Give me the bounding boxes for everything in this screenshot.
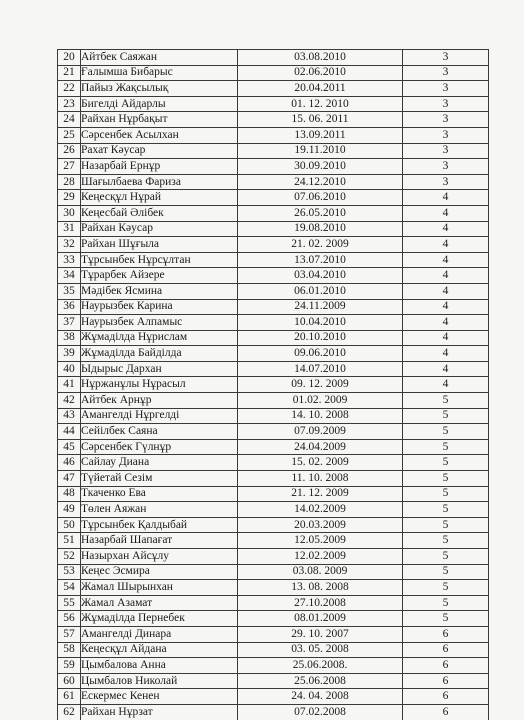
- row-number: 41: [58, 377, 81, 393]
- group-number: 3: [403, 50, 489, 66]
- student-name: Айтбек Арнұр: [81, 393, 238, 409]
- birth-date: 26.05.2010: [238, 205, 403, 221]
- row-number: 58: [58, 642, 81, 658]
- row-number: 35: [58, 283, 81, 299]
- row-number: 30: [58, 205, 81, 221]
- student-name: Ғалымша Бибарыс: [81, 65, 238, 81]
- table-row: [58, 517, 489, 533]
- group-number: 5: [403, 580, 489, 596]
- table-row: [58, 127, 489, 143]
- student-name: Кеңес Эсмира: [81, 564, 238, 580]
- birth-date: 21. 12. 2009: [238, 486, 403, 502]
- group-number: 4: [403, 346, 489, 362]
- birth-date: 24.12.2010: [238, 174, 403, 190]
- table-row: [58, 283, 489, 299]
- row-number: 25: [58, 127, 81, 143]
- group-number: 5: [403, 455, 489, 471]
- row-number: 53: [58, 564, 81, 580]
- birth-date: 24.11.2009: [238, 299, 403, 315]
- row-number: 62: [58, 704, 81, 720]
- row-number: 40: [58, 361, 81, 377]
- birth-date: 12.05.2009: [238, 533, 403, 549]
- row-number: 27: [58, 159, 81, 175]
- table-row: [58, 393, 489, 409]
- birth-date: 01. 12. 2010: [238, 96, 403, 112]
- group-number: 3: [403, 81, 489, 97]
- table-row: [58, 626, 489, 642]
- student-name: Жамал Азамат: [81, 595, 238, 611]
- student-name: Ткаченко Ева: [81, 486, 238, 502]
- birth-date: 14.02.2009: [238, 502, 403, 518]
- table-row: [58, 299, 489, 315]
- student-name: Айтбек Саяжан: [81, 50, 238, 66]
- student-name: Сәрсенбек Асылхан: [81, 127, 238, 143]
- student-name: Цымбалова Анна: [81, 658, 238, 674]
- group-number: 4: [403, 190, 489, 206]
- group-number: 5: [403, 424, 489, 440]
- student-name: Сәрсенбек Гүлнұр: [81, 439, 238, 455]
- student-roster-table: [57, 49, 489, 720]
- table-row: [58, 704, 489, 720]
- group-number: 5: [403, 517, 489, 533]
- student-name: Наурызбек Алпамыс: [81, 315, 238, 331]
- student-name: Ыдырыс Дархан: [81, 361, 238, 377]
- table-row: [58, 159, 489, 175]
- row-number: 42: [58, 393, 81, 409]
- birth-date: 14. 10. 2008: [238, 408, 403, 424]
- group-number: 4: [403, 361, 489, 377]
- row-number: 49: [58, 502, 81, 518]
- student-name: Назырхан Айсұлу: [81, 549, 238, 565]
- student-name: Райхан Нұрбақыт: [81, 112, 238, 128]
- table-row: [58, 673, 489, 689]
- row-number: 38: [58, 330, 81, 346]
- birth-date: 25.06.2008.: [238, 658, 403, 674]
- birth-date: 29. 10. 2007: [238, 626, 403, 642]
- group-number: 5: [403, 502, 489, 518]
- group-number: 5: [403, 564, 489, 580]
- group-number: 6: [403, 658, 489, 674]
- group-number: 3: [403, 159, 489, 175]
- student-name: Төлен Аяжан: [81, 502, 238, 518]
- birth-date: 06.01.2010: [238, 283, 403, 299]
- table-row: [58, 377, 489, 393]
- birth-date: 30.09.2010: [238, 159, 403, 175]
- birth-date: 19.11.2010: [238, 143, 403, 159]
- birth-date: 20.10.2010: [238, 330, 403, 346]
- table-row: [58, 221, 489, 237]
- table-row: [58, 533, 489, 549]
- group-number: 4: [403, 252, 489, 268]
- table-row: [58, 81, 489, 97]
- row-number: 47: [58, 471, 81, 487]
- group-number: 3: [403, 143, 489, 159]
- row-number: 57: [58, 626, 81, 642]
- birth-date: 19.08.2010: [238, 221, 403, 237]
- row-number: 39: [58, 346, 81, 362]
- group-number: 3: [403, 127, 489, 143]
- group-number: 6: [403, 689, 489, 705]
- table-row: [58, 268, 489, 284]
- student-name: Сайлау Диана: [81, 455, 238, 471]
- birth-date: 15. 02. 2009: [238, 455, 403, 471]
- birth-date: 13. 08. 2008: [238, 580, 403, 596]
- birth-date: 13.09.2011: [238, 127, 403, 143]
- table-row: [58, 642, 489, 658]
- table-row: [58, 50, 489, 66]
- row-number: 32: [58, 237, 81, 253]
- group-number: 5: [403, 393, 489, 409]
- row-number: 44: [58, 424, 81, 440]
- birth-date: 12.02.2009: [238, 549, 403, 565]
- group-number: 4: [403, 377, 489, 393]
- row-number: 36: [58, 299, 81, 315]
- table-row: [58, 580, 489, 596]
- row-number: 34: [58, 268, 81, 284]
- group-number: 5: [403, 533, 489, 549]
- row-number: 33: [58, 252, 81, 268]
- group-number: 3: [403, 112, 489, 128]
- student-name: Сейілбек Саяна: [81, 424, 238, 440]
- table-row: [58, 564, 489, 580]
- birth-date: 21. 02. 2009: [238, 237, 403, 253]
- row-number: 54: [58, 580, 81, 596]
- group-number: 6: [403, 673, 489, 689]
- student-name: Рахат Кәусар: [81, 143, 238, 159]
- group-number: 4: [403, 283, 489, 299]
- student-name: Кеңесқұл Айдана: [81, 642, 238, 658]
- birth-date: 03.08. 2009: [238, 564, 403, 580]
- student-name: Нұржанұлы Нұрасыл: [81, 377, 238, 393]
- table-row: [58, 658, 489, 674]
- row-number: 48: [58, 486, 81, 502]
- student-name: Кеңесбай Әлібек: [81, 205, 238, 221]
- birth-date: 20.04.2011: [238, 81, 403, 97]
- birth-date: 03.04.2010: [238, 268, 403, 284]
- row-number: 56: [58, 611, 81, 627]
- student-name: Цымбалов Николай: [81, 673, 238, 689]
- birth-date: 15. 06. 2011: [238, 112, 403, 128]
- birth-date: 20.03.2009: [238, 517, 403, 533]
- student-name: Түйетай Сезім: [81, 471, 238, 487]
- birth-date: 07.02.2008: [238, 704, 403, 720]
- table-row: [58, 143, 489, 159]
- row-number: 22: [58, 81, 81, 97]
- student-name: Пайыз Жақсылық: [81, 81, 238, 97]
- group-number: 5: [403, 486, 489, 502]
- student-name: Жамал Шырынхан: [81, 580, 238, 596]
- student-name: Наурызбек Карина: [81, 299, 238, 315]
- birth-date: 10.04.2010: [238, 315, 403, 331]
- row-number: 31: [58, 221, 81, 237]
- student-name: Райхан Шұғыла: [81, 237, 238, 253]
- table-row: [58, 611, 489, 627]
- row-number: 46: [58, 455, 81, 471]
- group-number: 6: [403, 626, 489, 642]
- group-number: 5: [403, 439, 489, 455]
- birth-date: 14.07.2010: [238, 361, 403, 377]
- group-number: 3: [403, 174, 489, 190]
- table-row: [58, 595, 489, 611]
- row-number: 43: [58, 408, 81, 424]
- row-number: 45: [58, 439, 81, 455]
- student-name: Мәдібек Ясмина: [81, 283, 238, 299]
- table-row: [58, 65, 489, 81]
- row-number: 24: [58, 112, 81, 128]
- birth-date: 08.01.2009: [238, 611, 403, 627]
- birth-date: 09. 12. 2009: [238, 377, 403, 393]
- group-number: 5: [403, 408, 489, 424]
- group-number: 4: [403, 205, 489, 221]
- student-name: Райхан Нұрзат: [81, 704, 238, 720]
- student-name: Кеңесқұл Нұрай: [81, 190, 238, 206]
- birth-date: 03.08.2010: [238, 50, 403, 66]
- table-row: [58, 471, 489, 487]
- student-name: Тұрсынбек Нұрсұлтан: [81, 252, 238, 268]
- birth-date: 13.07.2010: [238, 252, 403, 268]
- group-number: 4: [403, 221, 489, 237]
- student-name: Шағылбаева Фариза: [81, 174, 238, 190]
- student-name: Жұмаділда Пернебек: [81, 611, 238, 627]
- table-row: [58, 408, 489, 424]
- row-number: 23: [58, 96, 81, 112]
- student-name: Бигелді Айдарлы: [81, 96, 238, 112]
- roster-table-body: [58, 50, 489, 720]
- group-number: 3: [403, 96, 489, 112]
- birth-date: 01.02. 2009: [238, 393, 403, 409]
- group-number: 4: [403, 330, 489, 346]
- table-row: [58, 205, 489, 221]
- table-row: [58, 346, 489, 362]
- birth-date: 24. 04. 2008: [238, 689, 403, 705]
- row-number: 21: [58, 65, 81, 81]
- student-name: Ескермес Кенен: [81, 689, 238, 705]
- row-number: 60: [58, 673, 81, 689]
- student-name: Жұмаділда Нұрислам: [81, 330, 238, 346]
- row-number: 59: [58, 658, 81, 674]
- table-row: [58, 455, 489, 471]
- row-number: 26: [58, 143, 81, 159]
- table-row: [58, 237, 489, 253]
- group-number: 5: [403, 595, 489, 611]
- table-row: [58, 330, 489, 346]
- table-row: [58, 486, 489, 502]
- birth-date: 03. 05. 2008: [238, 642, 403, 658]
- row-number: 55: [58, 595, 81, 611]
- birth-date: 07.09.2009: [238, 424, 403, 440]
- group-number: 5: [403, 611, 489, 627]
- student-name: Жұмаділда Байділда: [81, 346, 238, 362]
- row-number: 51: [58, 533, 81, 549]
- table-row: [58, 502, 489, 518]
- table-row: [58, 361, 489, 377]
- birth-date: 25.06.2008: [238, 673, 403, 689]
- birth-date: 11. 10. 2008: [238, 471, 403, 487]
- birth-date: 27.10.2008: [238, 595, 403, 611]
- student-name: Тұрсынбек Қалдыбай: [81, 517, 238, 533]
- table-row: [58, 315, 489, 331]
- student-name: Амангелді Нұргелді: [81, 408, 238, 424]
- table-row: [58, 190, 489, 206]
- birth-date: 02.06.2010: [238, 65, 403, 81]
- row-number: 28: [58, 174, 81, 190]
- group-number: 6: [403, 704, 489, 720]
- row-number: 37: [58, 315, 81, 331]
- table-row: [58, 549, 489, 565]
- row-number: 20: [58, 50, 81, 66]
- student-name: Амангелді Динара: [81, 626, 238, 642]
- group-number: 4: [403, 315, 489, 331]
- student-name: Тұрарбек Айзере: [81, 268, 238, 284]
- birth-date: 09.06.2010: [238, 346, 403, 362]
- row-number: 50: [58, 517, 81, 533]
- group-number: 4: [403, 237, 489, 253]
- row-number: 52: [58, 549, 81, 565]
- table-row: [58, 96, 489, 112]
- group-number: 5: [403, 471, 489, 487]
- table-row: [58, 252, 489, 268]
- student-name: Назарбай Ернұр: [81, 159, 238, 175]
- row-number: 61: [58, 689, 81, 705]
- table-row: [58, 174, 489, 190]
- group-number: 4: [403, 299, 489, 315]
- table-row: [58, 439, 489, 455]
- group-number: 5: [403, 549, 489, 565]
- group-number: 6: [403, 642, 489, 658]
- student-name: Назарбай Шапағат: [81, 533, 238, 549]
- birth-date: 07.06.2010: [238, 190, 403, 206]
- table-row: [58, 424, 489, 440]
- row-number: 29: [58, 190, 81, 206]
- birth-date: 24.04.2009: [238, 439, 403, 455]
- group-number: 4: [403, 268, 489, 284]
- student-name: Райхан Кәусар: [81, 221, 238, 237]
- table-row: [58, 689, 489, 705]
- table-row: [58, 112, 489, 128]
- group-number: 3: [403, 65, 489, 81]
